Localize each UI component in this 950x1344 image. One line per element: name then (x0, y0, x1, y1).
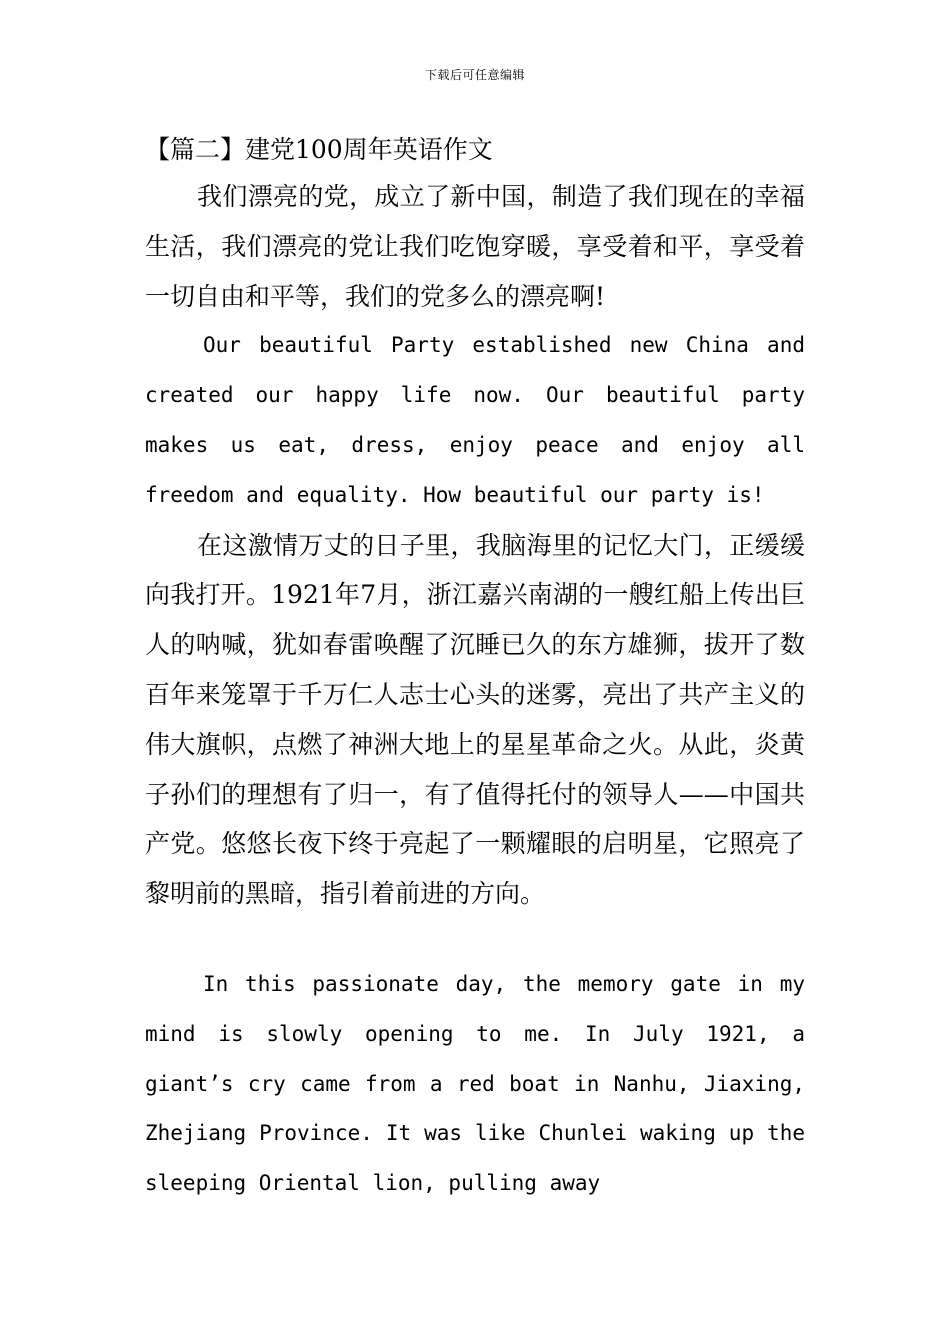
article-body (145, 128, 805, 1209)
page-header-note: 下载后可任意编辑 (424, 68, 525, 82)
article-title: 【篇二】建党100周年英语作文 (145, 135, 493, 164)
paragraph-english-2: In this passionate day, the memory gate in my mind is slowly opening to me. In July 1921, a giant’s cry came from a red boat in Nanhu, Jiaxing, Zhejiang Province. It was like Chunlei waking up the sleeping Oriental lion, pulling away (145, 971, 805, 1196)
paragraph-english-1: Our beautiful Party established new China and created our happy life now. Our beautiful party makes us eat, dress, enjoy peace and enjoy all freedom and equality. How beautiful our party is! (145, 333, 805, 507)
paragraph-spacer (145, 919, 805, 960)
paragraph-chinese-1: 我们漂亮的党，成立了新中国，制造了我们现在的幸福生活，我们漂亮的党让我们吃饱穿暖，享受着和平，享受着一切自由和平等，我们的党多么的漂亮啊! (145, 182, 805, 311)
paragraph-chinese-2: 在这激情万丈的日子里，我脑海里的记忆大门，正缓缓向我打开。1921年7月，浙江嘉兴南湖的一艘红船上传出巨人的呐喊，犹如春雷唤醒了沉睡已久的东方雄狮，拔开了数百年来笼罩于千万仁人志士心头的迷雾，亮出了共产主义的伟大旗帜，点燃了神洲大地上的星星革命之火。从此，炎黄子孙们的理想有了归一，有了值得托付的领导人——中国共产党。悠悠长夜下终于亮起了一颗耀眼的启明星，它照亮了黎明前的黑暗，指引着前进的方向。 (145, 530, 805, 909)
